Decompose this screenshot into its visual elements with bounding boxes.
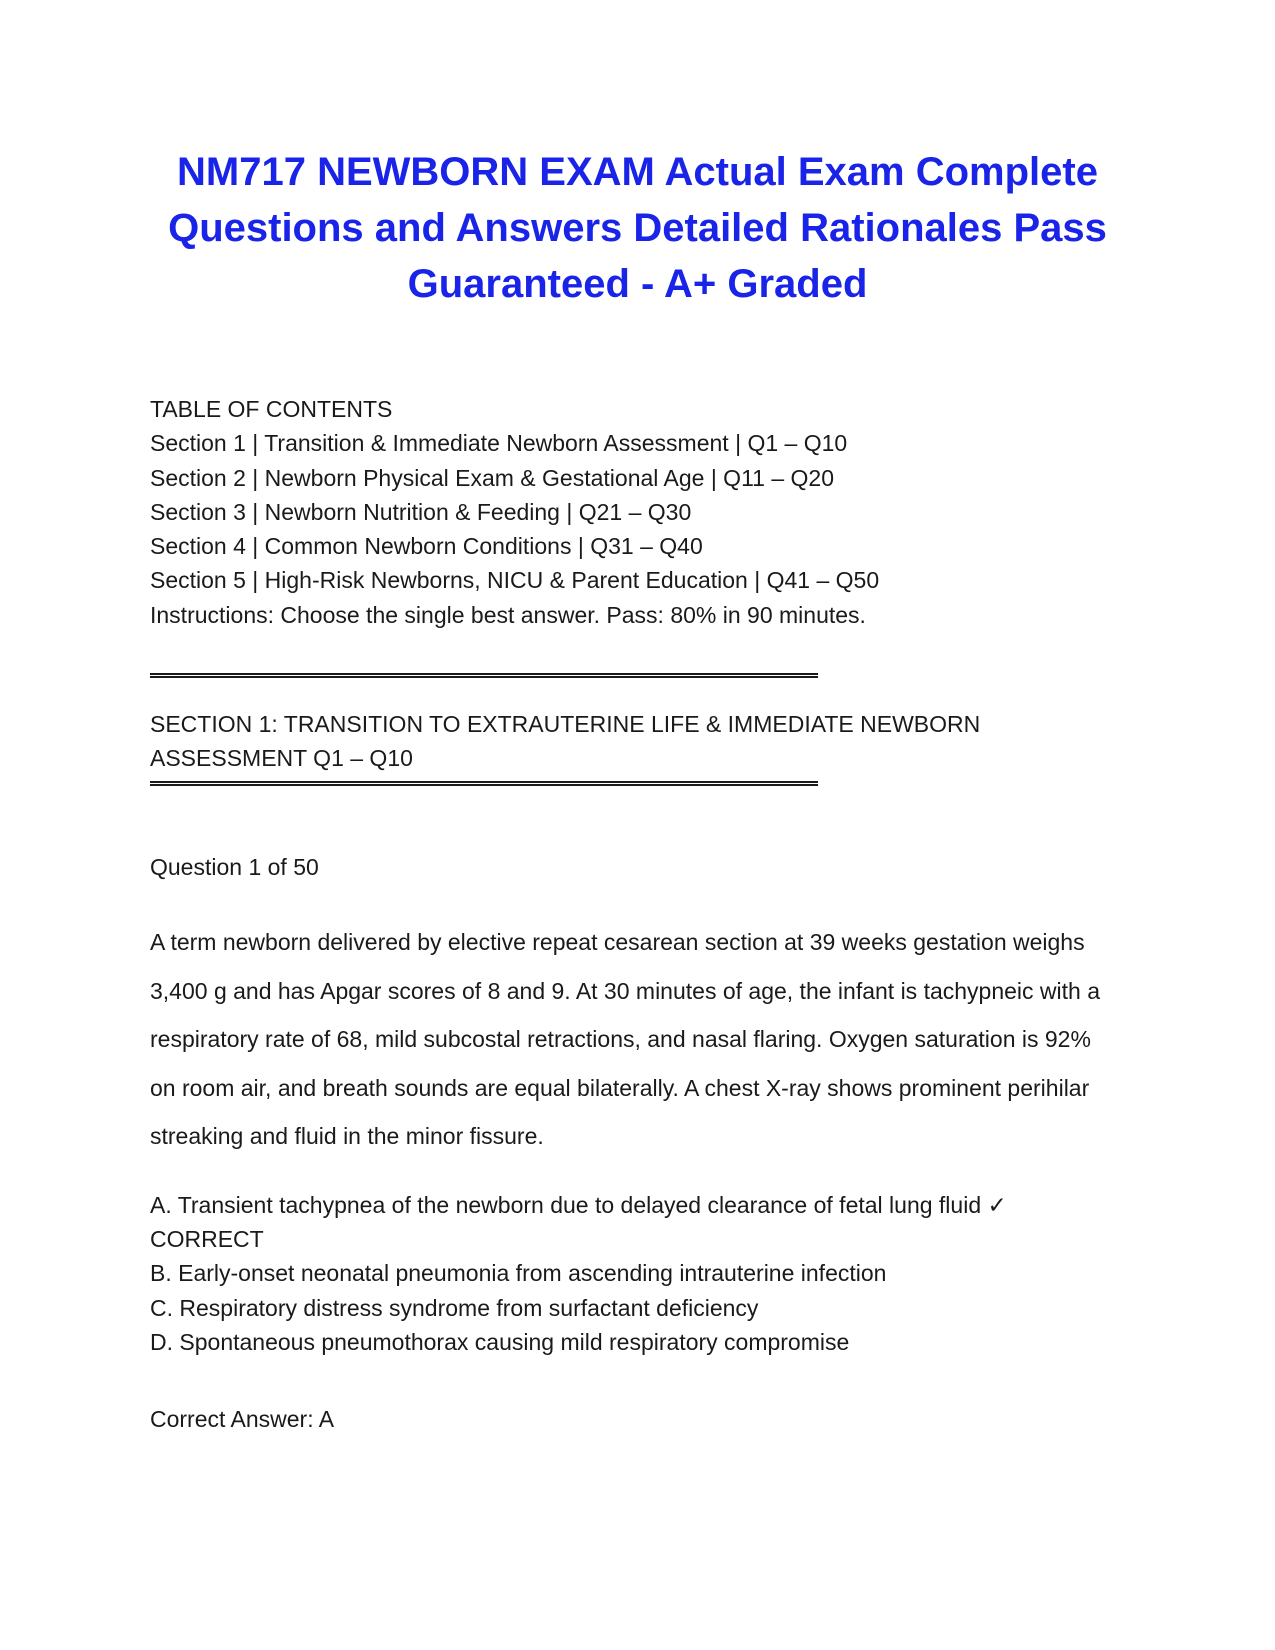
toc-item-section-3: Section 3 | Newborn Nutrition & Feeding | Q21 – Q30 bbox=[150, 498, 692, 525]
section-1-heading: SECTION 1: TRANSITION TO EXTRAUTERINE LIFE & IMMEDIATE NEWBORN ASSESSMENT Q1 – Q10 bbox=[150, 711, 981, 771]
document-title: NM717 NEWBORN EXAM Actual Exam Complete Questions and Answers Detailed Rationales Pass Guaranteed - A+ Graded bbox=[168, 150, 1107, 306]
answer-option-b: B. Early-onset neonatal pneumonia from ascending intrauterine infection bbox=[150, 1260, 887, 1287]
answer-option-c: C. Respiratory distress syndrome from surfactant deficiency bbox=[150, 1294, 759, 1321]
toc-item-section-2: Section 2 | Newborn Physical Exam & Gestational Age | Q11 – Q20 bbox=[150, 464, 834, 491]
table-of-contents bbox=[150, 392, 1130, 632]
answer-option-a: A. Transient tachypnea of the newborn due to delayed clearance of fetal lung fluid ✓ CORRECT bbox=[150, 1192, 1007, 1253]
answer-options bbox=[150, 1188, 1110, 1359]
toc-item-section-1: Section 1 | Transition & Immediate Newborn Assessment | Q1 – Q10 bbox=[150, 430, 848, 457]
double-rule-divider bbox=[150, 673, 818, 678]
correct-answer: Correct Answer: A bbox=[150, 1406, 335, 1432]
question-counter: Question 1 of 50 bbox=[150, 854, 319, 880]
toc-item-section-4: Section 4 | Common Newborn Conditions | Q31 – Q40 bbox=[150, 533, 703, 560]
toc-heading: TABLE OF CONTENTS bbox=[150, 396, 393, 422]
toc-item-section-5: Section 5 | High-Risk Newborns, NICU & Parent Education | Q41 – Q50 bbox=[150, 567, 880, 594]
question-stem: A term newborn delivered by elective repeat cesarean section at 39 weeks gestation weighs 3,400 g and has Apgar scores of 8 and 9. At 30 minutes of age, the infant is tachypneic with a respiratory rate of 68, mild subcostal retractions, and nasal flaring. Oxygen saturation is 92% on room air, and breath sounds are equal bilaterally. A chest X-ray shows prominent perihilar streaking and fluid in the minor fissure. bbox=[150, 929, 1101, 1150]
answer-option-d: D. Spontaneous pneumothorax causing mild respiratory compromise bbox=[150, 1328, 850, 1355]
double-rule-divider bbox=[150, 781, 818, 786]
toc-instructions: Instructions: Choose the single best answer. Pass: 80% in 90 minutes. bbox=[150, 601, 866, 628]
